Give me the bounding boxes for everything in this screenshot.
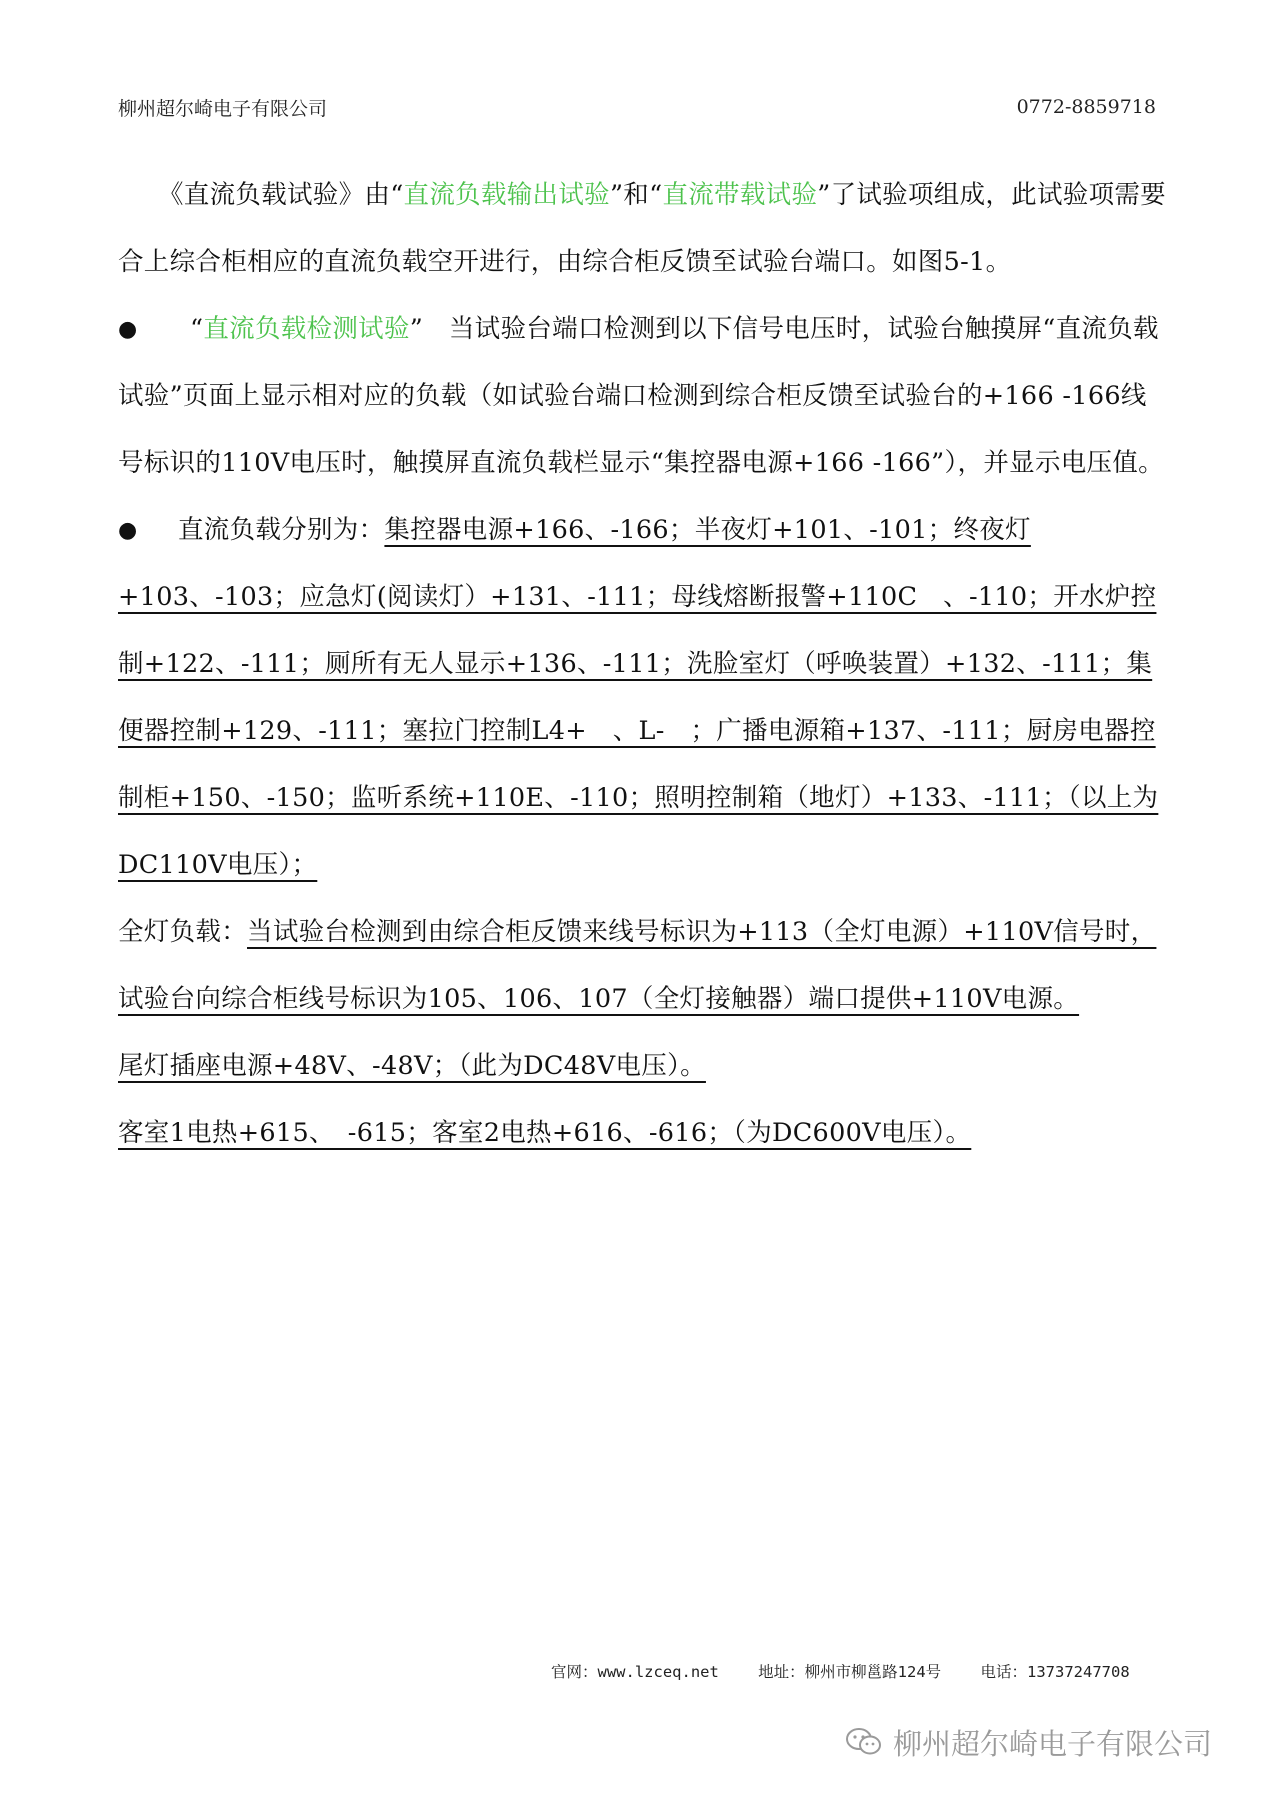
footer-website: 官网：www.lzceq.net <box>551 1663 719 1681</box>
intro-paragraph <box>118 162 1168 296</box>
bullet-paragraph-dc-loads <box>118 497 1168 899</box>
footer-tel: 电话：13737247708 <box>980 1663 1130 1681</box>
bullet-paragraph-detection <box>118 296 1168 497</box>
page-footer <box>551 1660 1160 1682</box>
room-heater-paragraph <box>118 1100 1168 1167</box>
watermark-text: 柳州超尔崎电子有限公司 <box>893 1726 1213 1761</box>
bullet1-text: ” 当试验台端口检测到以下信号电压时，试验台触摸屏“直流负载试验”页面上显示相对应的负载（如试验台端口检测到综合柜反馈至试验台的+166 -166线号标识的110V电压时，触摸屏直流负载栏显示“集控器电源+166 -166”），并显示电压值。 <box>118 314 1164 478</box>
bullet-mark: ● <box>118 518 138 543</box>
bullet1-highlight-detection-test: 直流负载检测试验 <box>203 314 410 344</box>
full-light-paragraph <box>118 899 1168 1033</box>
bullet2-load-list: 集控器电源+166、-166；半夜灯+101、-101；终夜灯+103、-103；应急灯(阅读灯）+131、-111；母线熔断报警+110C 、-110；开水炉控制+122、-111；厕所有无人显示+136、-111；洗脸室灯（呼唤装置）+132、-111；集便器控制+129、-111；塞拉门控制L4+ 、L- ；广播电源箱+137、-111；厨房电器控制柜+150、-150；监听系统+110E、-110；照明控制箱（地灯）+133、-111；（以上为DC110V电压）； <box>118 515 1159 880</box>
wechat-watermark <box>845 1720 1212 1764</box>
full-light-text: 当试验台检测到由综合柜反馈来线号标识为+113（全灯电源）+110V信号时，试验台向综合柜线号标识为105、106、107（全灯接触器）端口提供+110V电源。 <box>118 917 1157 1014</box>
intro-highlight-dc-output-test: 直流负载输出试验 <box>403 180 610 210</box>
header-phone: 0772-8859718 <box>1016 96 1156 118</box>
intro-text-1: 《直流负载试验》由“ <box>158 180 404 210</box>
bullet1-quote-open: “ <box>190 314 204 344</box>
intro-highlight-dc-load-test: 直流带载试验 <box>662 180 818 210</box>
header-company-name: 柳州超尔崎电子有限公司 <box>118 97 328 120</box>
document-body <box>118 162 1168 1167</box>
wechat-icon <box>845 1726 883 1758</box>
tail-light-paragraph <box>118 1033 1168 1100</box>
full-light-label: 全灯负载： <box>118 917 248 947</box>
bullet2-label: 直流负载分别为： <box>178 515 385 545</box>
room-heater-text: 客室1电热+615、 -615；客室2电热+616、-616；（为DC600V电压）。 <box>118 1118 972 1148</box>
intro-text-3: ”了试验项组成，此试验项需要合上综合柜相应的直流负载空开进行，由综合柜反馈至试验台端口。如图5-1。 <box>118 180 1166 277</box>
intro-text-2: ”和“ <box>609 180 663 210</box>
tail-light-text: 尾灯插座电源+48V、-48V；（此为DC48V电压）。 <box>118 1051 706 1081</box>
bullet-mark: ● <box>118 317 138 342</box>
footer-address: 地址：柳州市柳邕路124号 <box>758 1663 942 1681</box>
page-header <box>118 92 1156 122</box>
